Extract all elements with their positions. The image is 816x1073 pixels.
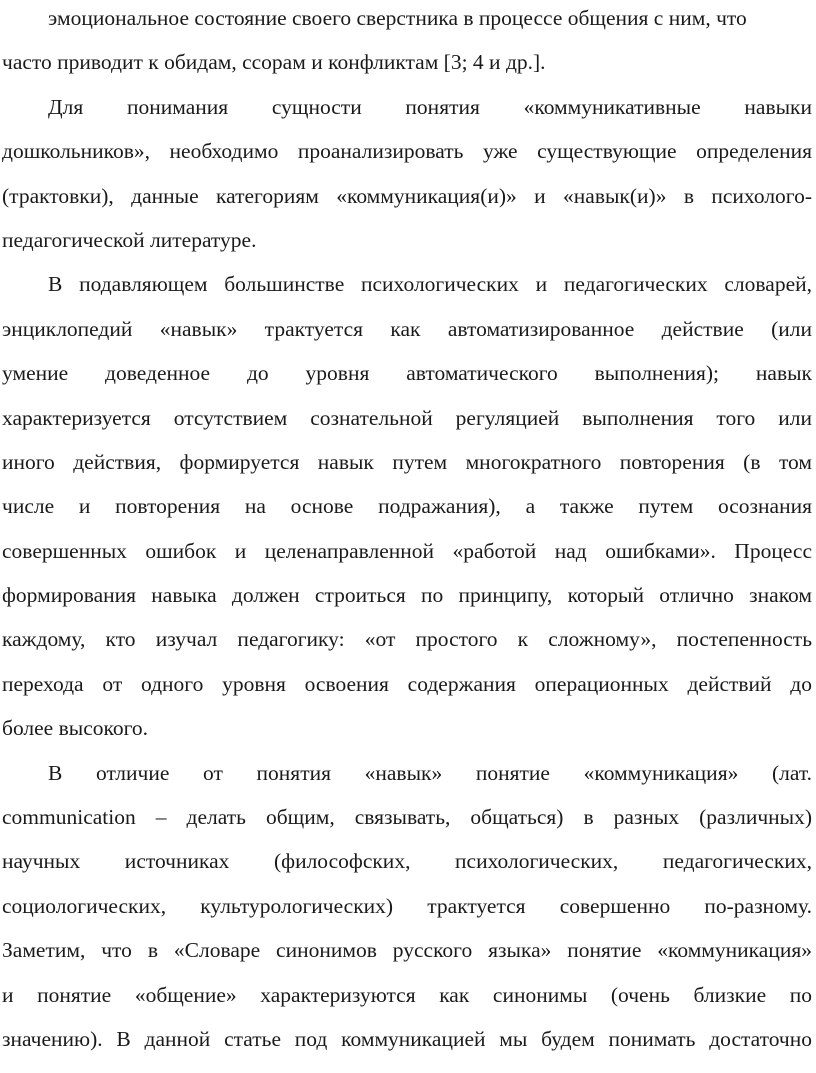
text-line: В подавляющем большинстве психологических и педагогических словарей, (48, 272, 812, 297)
text-line: эмоциональное состояние своего сверстника в процессе общения с ним, что (48, 6, 747, 30)
document-body-text (2, 0, 812, 1061)
text-line: часто приводит к обидам, ссорам и конфликтам [3; 4 и др.]. (2, 50, 546, 75)
text-line: умение доведенное до уровня автоматического выполнения); навык (2, 361, 812, 386)
text-line: совершенных ошибок и целенаправленной «работой над ошибками». Процесс (2, 538, 812, 563)
text-line: числе и повторения на основе подражания), а также путем осознания (2, 494, 812, 519)
text-line: более высокого. (2, 716, 148, 741)
text-line: энциклопедий «навык» трактуется как автоматизированное действие (или (2, 316, 812, 341)
text-line: формирования навыка должен строиться по принципу, который отлично знаком (2, 583, 812, 608)
text-line: и понятие «общение» характеризуются как синонимы (очень близкие по (2, 982, 812, 1007)
text-line: перехода от одного уровня освоения содержания операционных действий до (2, 671, 812, 696)
text-line: иного действия, формируется навык путем многократного повторения (в том (2, 449, 812, 474)
text-line: дошкольников», необходимо проанализировать уже существующие определения (2, 139, 812, 164)
text-line: социологических, культурологических) трактуется совершенно по-разному. (2, 893, 812, 918)
text-line: значению). В данной статье под коммуникацией мы будем понимать достаточно (2, 1026, 812, 1051)
text-line: В отличие от понятия «навык» понятие «коммуникация» (лат. (48, 760, 812, 785)
text-line: научных источниках (философских, психологических, педагогических, (2, 849, 812, 874)
text-line: Заметим, что в «Словаре синонимов русского языка» понятие «коммуникация» (2, 938, 812, 963)
text-line: каждому, кто изучал педагогику: «от простого к сложному», постепенность (2, 627, 812, 652)
text-line: Для понимания сущности понятия «коммуникативные навыки (48, 94, 812, 119)
text-line: (трактовки), данные категориям «коммуникация(и)» и «навык(и)» в психолого- (2, 183, 812, 208)
text-line: характеризуется отсутствием сознательной регуляцией выполнения того или (2, 405, 812, 430)
text-line: педагогической литературе. (2, 227, 257, 252)
text-line: communication – делать общим, связывать, общаться) в разных (различных) (2, 805, 812, 830)
